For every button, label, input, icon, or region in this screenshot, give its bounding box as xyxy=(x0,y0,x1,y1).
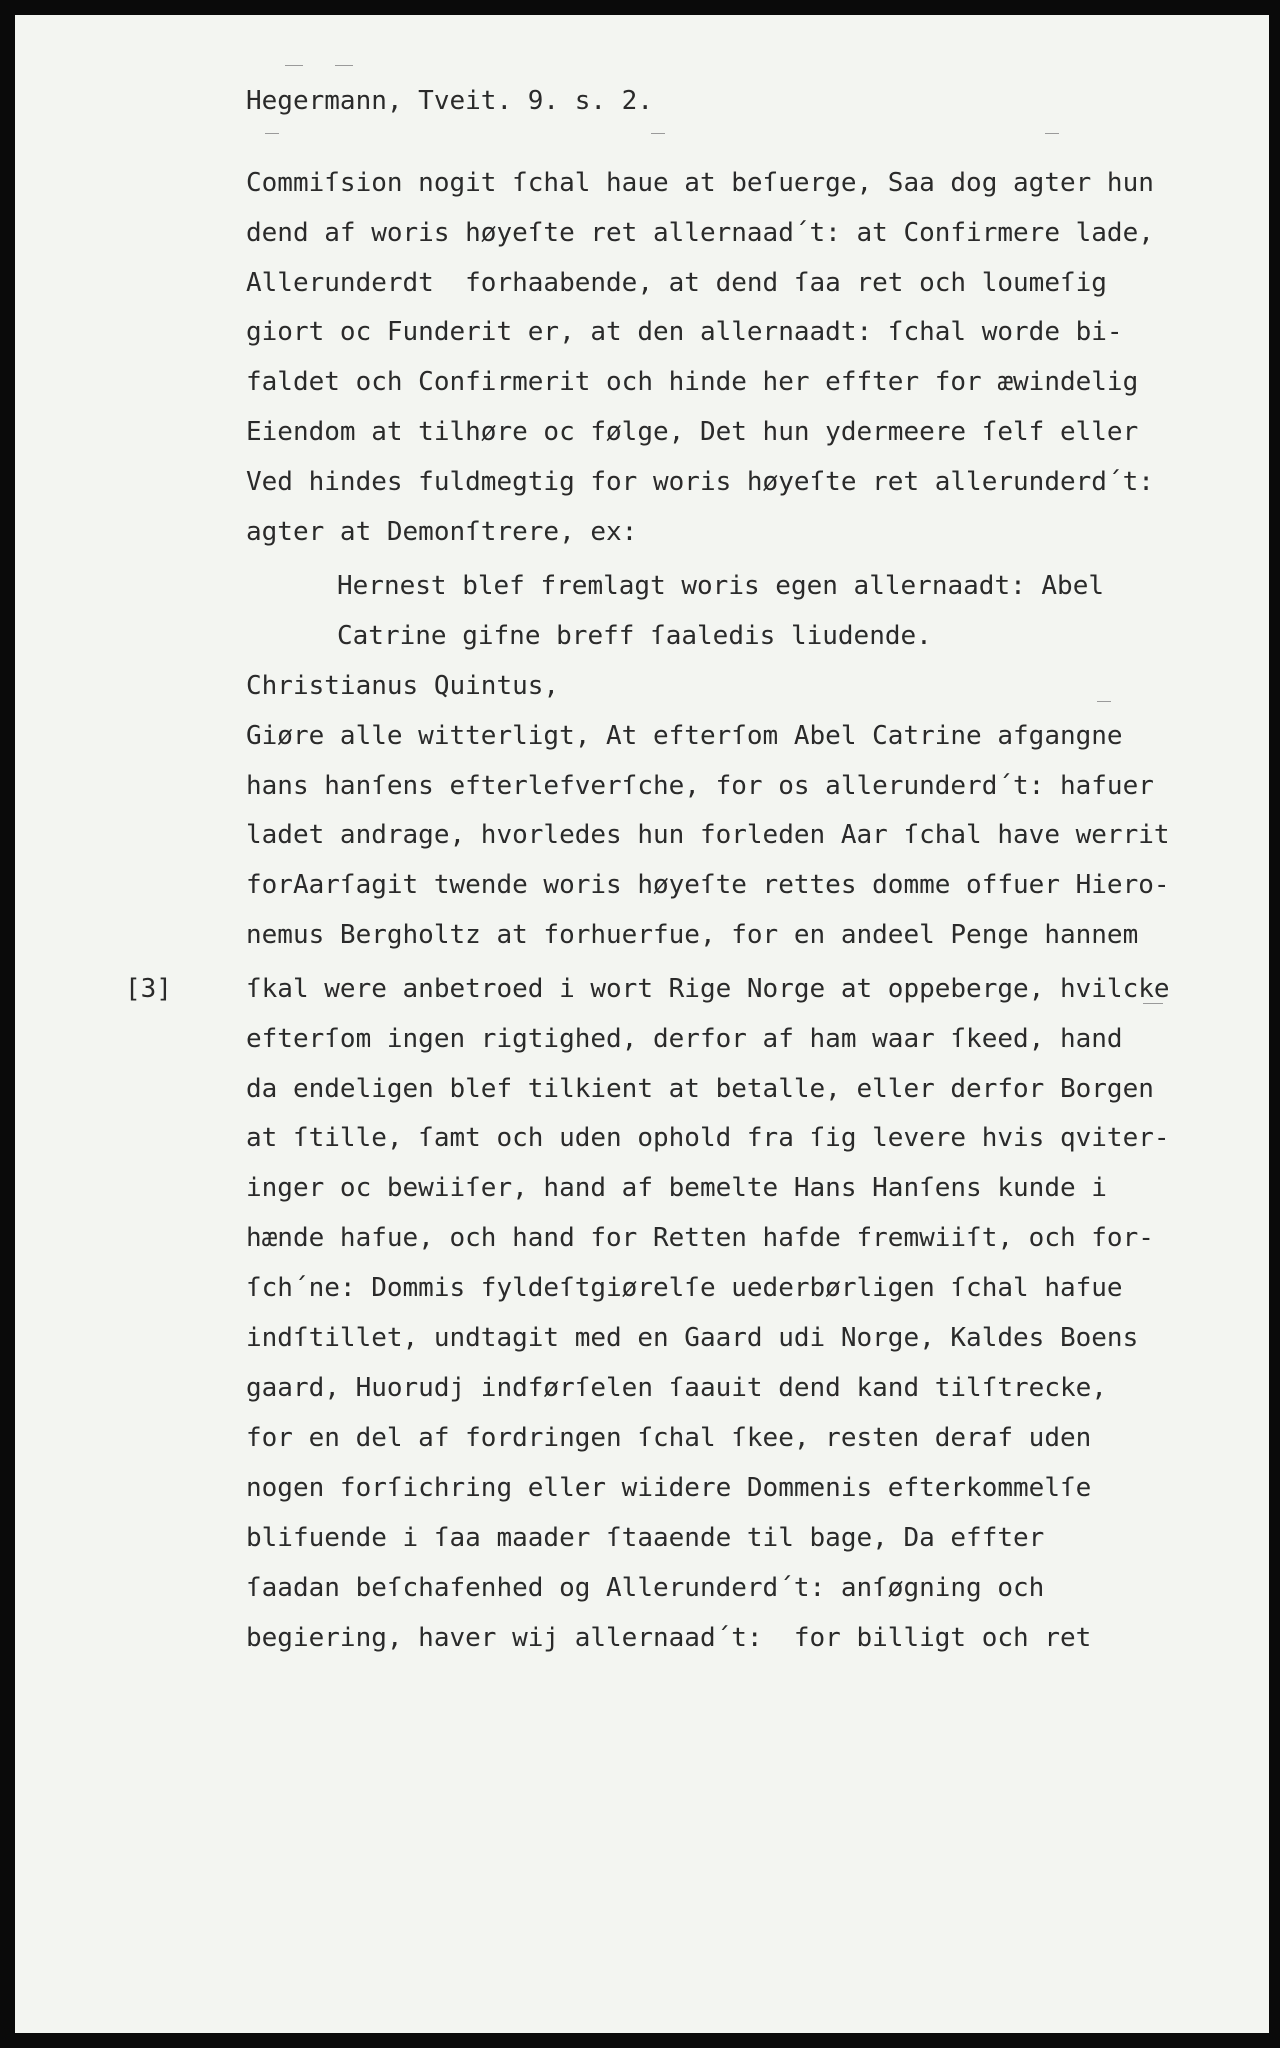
text-line: nemus Bergholtz at forhuerfue, for en andeel Penge hannem xyxy=(246,920,1139,950)
text-line: inger oc bewiiſer, hand af bemelte Hans Hanſens kunde i xyxy=(246,1173,1107,1203)
text-line: at ſtille, ſamt och uden ophold fra ſig levere hvis qviter- xyxy=(246,1123,1170,1153)
text-line: forAarſagit twende woris høyeſte rettes domme offuer Hiero- xyxy=(246,870,1170,900)
text-line: agter at Demonſtrere, ex: xyxy=(246,517,638,547)
text-line: Allerunderdt forhaabende, at dend ſaa ret och loumeſig xyxy=(246,268,1107,298)
text-line: dend af woris høyeſte ret allernaad´t: at Confirmere lade, xyxy=(246,218,1154,248)
text-line: ſaadan beſchafenhed og Allerunderd´t: anſøgning och xyxy=(246,1573,1045,1603)
indented-text-line: Hernest blef fremlagt woris egen allernaadt: Abel xyxy=(337,571,1105,601)
text-line: Christianus Quintus, xyxy=(246,671,560,701)
text-line: for en del af fordringen ſchal ſkee, resten deraf uden xyxy=(246,1423,1092,1453)
text-line: indſtillet, undtagit med en Gaard udi Norge, Kaldes Boens xyxy=(246,1323,1139,1353)
guide-mark xyxy=(335,65,353,66)
text-line: hans hanſens efterlefverſche, for os allerunderd´t: hafuer xyxy=(246,771,1154,801)
text-line: Eiendom at tilhøre oc følge, Det hun ydermeere ſelf eller xyxy=(246,417,1139,447)
guide-mark xyxy=(651,133,665,134)
indented-text-line: Catrine gifne breff ſaaledis liudende. xyxy=(337,621,932,651)
text-line: faldet och Confirmerit och hinde her effter for æwindelig xyxy=(246,367,1139,397)
guide-mark xyxy=(265,133,279,134)
text-line: Commiſsion nogit ſchal haue at beſuerge, Saa dog agter hun xyxy=(246,168,1154,198)
text-line: Ved hindes fuldmegtig for woris høyeſte ret allerunderd´t: xyxy=(246,467,1154,497)
text-line: nogen forſichring eller wiidere Dommenis efterkommelſe xyxy=(246,1473,1092,1503)
text-line: ſch´ne: Dommis fyldeſtgiørelſe uederbørligen ſchal hafue xyxy=(246,1273,1123,1303)
text-line: giort oc Funderit er, at den allernaadt: ſchal worde bi- xyxy=(246,317,1123,347)
text-line: efterſom ingen rigtighed, derfor af ham waar ſkeed, hand xyxy=(246,1024,1123,1054)
guide-mark xyxy=(1097,701,1111,702)
text-line: ſkal were anbetroed i wort Rige Norge at oppeberge, hvilcke xyxy=(246,974,1170,1004)
text-line: begiering, haver wij allernaad´t: for billigt och ret xyxy=(246,1623,1092,1653)
text-line: hænde hafue, och hand for Retten hafde fremwiiſt, och for- xyxy=(246,1223,1154,1253)
guide-mark xyxy=(1045,133,1059,134)
text-line: gaard, Huorudj indførſelen ſaauit dend kand tilſtrecke, xyxy=(246,1373,1107,1403)
margin-page-note: [3] xyxy=(125,974,172,1004)
text-line: Giøre alle witterligt, At efterſom Abel Catrine afgangne xyxy=(246,721,1123,751)
text-line: ladet andrage, hvorledes hun forleden Aar ſchal have werrit xyxy=(246,820,1170,850)
text-line: blifuende i ſaa maader ſtaaende til bage, Da effter xyxy=(246,1523,1045,1553)
guide-mark xyxy=(285,65,303,66)
document-page xyxy=(15,15,1269,2033)
document-header: Hegermann, Tveit. 9. s. 2. xyxy=(246,86,653,116)
text-line: da endeligen blef tilkient at betalle, eller derfor Borgen xyxy=(246,1074,1154,1104)
